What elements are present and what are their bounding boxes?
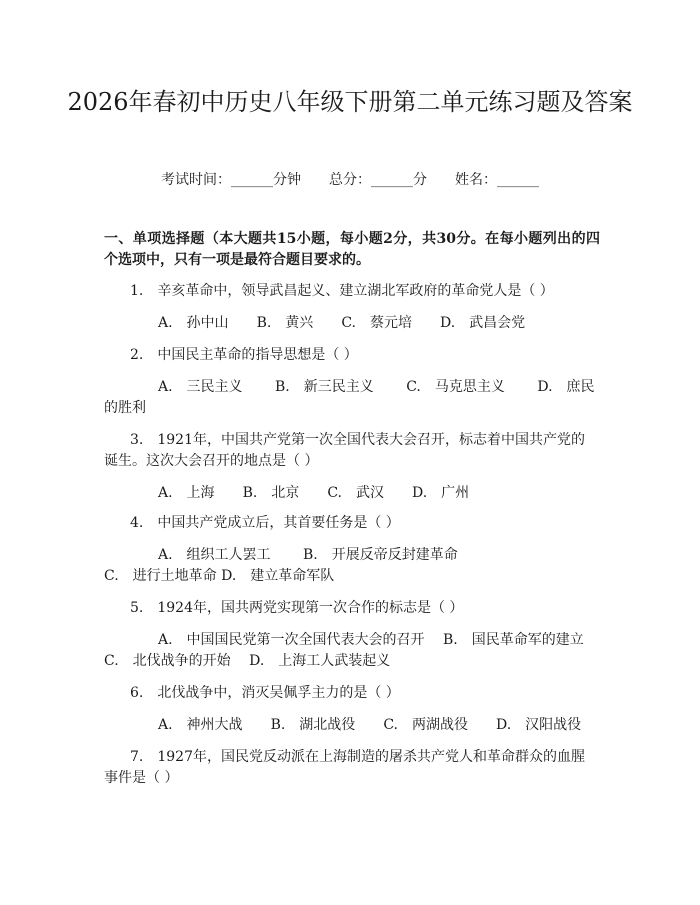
option-b: B. 开展反帝反封建革命 (303, 547, 458, 563)
option-d: D. 广州 (411, 485, 470, 501)
question-options (104, 483, 600, 504)
option-a: A. 中国国民党第一次全国代表大会的召开 (158, 632, 425, 648)
option-c: C. 蔡元培 (341, 315, 412, 331)
section-heading: 一、单项选择题（本大题共15小题，每小题2分，共30分。在每小题列出的四个选项中，只有一项是最符合题目要求的。 (104, 231, 600, 268)
option-c: C. 武汉 (327, 485, 384, 501)
option-c: C. 北伐战争的开始 (104, 653, 231, 669)
option-d: D. 建立革命军队 (221, 568, 335, 584)
option-a: A. 三民主义 (158, 379, 243, 395)
option-b: B. 北京 (242, 485, 300, 501)
question-options (104, 313, 600, 334)
question-options (104, 377, 600, 419)
option-c: C. 马克思主义 (406, 379, 505, 395)
option-b: B. 湖北战役 (270, 717, 356, 733)
question-options (104, 715, 600, 736)
option-a: A. 组织工人罢工 (158, 547, 271, 563)
document-title: 2026年春初中历史八年级下册第二单元练习题及答案 (67, 88, 633, 116)
option-d: D. 汉阳战役 (495, 717, 582, 733)
option-d: D. 庶民的胜利 (104, 379, 595, 416)
question-stem: 7. 1927年，国民党反动派在上海制造的屠杀共产党人和革命群众的血腥事件是（ ） (104, 749, 585, 786)
option-b: B. 黄兴 (256, 315, 314, 331)
exam-info-line: 考试时间：______分钟 总分：______分 姓名：______ (161, 172, 539, 188)
question-stem: 1. 辛亥革命中，领导武昌起义、建立湖北军政府的革命党人是（ ） (130, 283, 554, 299)
question-stem: 4. 中国共产党成立后，其首要任务是（ ） (130, 515, 400, 531)
question-options (104, 545, 600, 587)
option-b: B. 国民革命军的建立 (443, 632, 584, 648)
option-a: A. 孙中山 (158, 315, 229, 331)
option-d: D. 武昌会党 (439, 315, 526, 331)
question-stem: 5. 1924年，国共两党实现第一次合作的标志是（ ） (130, 600, 464, 616)
option-c: C. 两湖战役 (383, 717, 468, 733)
question-options (104, 630, 600, 672)
question-stem: 3. 1921年，中国共产党第一次全国代表大会召开，标志着中国共产党的诞生。这次大会召开的地点是（ ） (104, 432, 585, 469)
option-c: C. 进行土地革命 (104, 568, 217, 584)
option-b: B. 新三民主义 (275, 379, 374, 395)
question-stem: 6. 北伐战争中，消灭吴佩孚主力的是（ ） (130, 685, 400, 701)
option-a: A. 上海 (158, 485, 215, 501)
question-stem: 2. 中国民主革命的指导思想是（ ） (130, 347, 358, 363)
option-a: A. 神州大战 (158, 717, 243, 733)
option-d: D. 上海工人武装起义 (249, 653, 391, 669)
